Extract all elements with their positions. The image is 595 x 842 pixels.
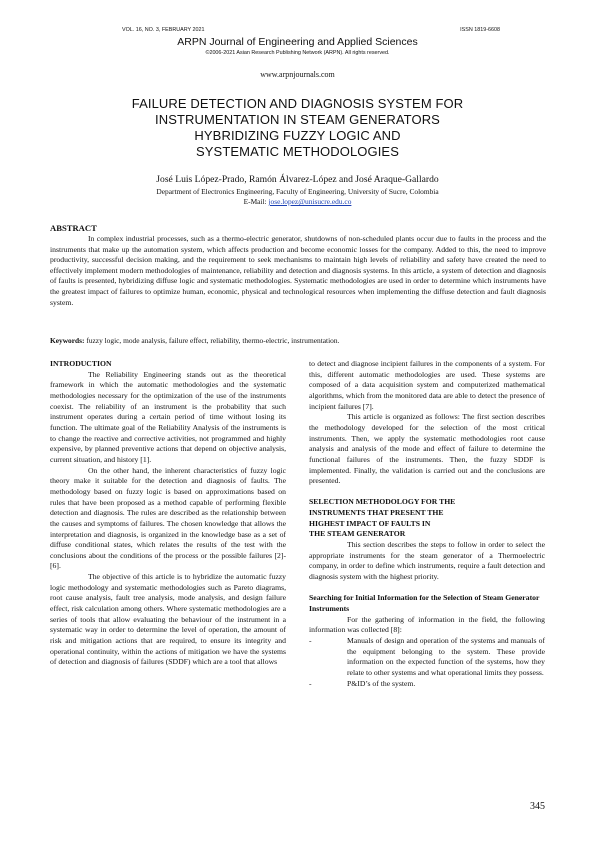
journal-name: ARPN Journal of Engineering and Applied Sciences <box>177 36 418 48</box>
abstract-heading: ABSTRACT <box>50 223 97 233</box>
journal-website: www.arpnjournals.com <box>260 70 335 79</box>
email-label: E-Mail: <box>243 197 267 206</box>
list-item-text: P&ID’s of the system. <box>347 678 416 688</box>
keywords-text: fuzzy logic, mode analysis, failure effect, reliability, thermo-electric, instrumentation. <box>86 336 340 345</box>
intro-paragraph-2: On the other hand, the inherent characteristics of fuzzy logic theory make it suitable for the detection and diagnosis of faults. The methodology based on fuzzy logic is based on approximations based on rules that have been proposed as a method capable of performing flexible detection and diagnosis. The rules are described as the relationship between the causes and symptoms of failures. The chosen knowledge that allows the interpretation and diagnosis, is organized in the knowledge base as a set of diffuse conditional states, which relates the results of the test with the conclusions about the conditions of the process or the possible failures [2]-[6]. <box>50 465 286 571</box>
abstract-text: In complex industrial processes, such as a thermo-electric generator, shutdowns of non-scheduled plants occur due to faults in the process and the instruments that make up the automation system, which affects production and become economic losses for the company. Added to this, the need to improve productivity, successful decision making, and the requirement to seek mechanisms to maintain high levels of reliability and safety have created the need to effectively implement modern methodologies of maintenance, reliability and detection and diagnosis systems. In this article, a system of detection and diagnosis of faults is presented, hybridizing diffuse logic and systematic methodologies. Systematic methodologies are used in order to determine which instruments have the greatest impact of failures to optimize human, economic, physical and technological resources when implementing the diffuse detection and fault diagnosis system. <box>50 234 546 307</box>
left-column <box>50 359 286 668</box>
keywords <box>50 336 546 345</box>
selection-paragraph: This section describes the steps to follow in order to select the appropriate instruments for the steam generator of a Thermoelectric company, in order to define which instruments, require a fault detection and diagnosis system with the highest priority. <box>309 540 545 582</box>
searching-heading: Searching for Initial Information for the Selection of Steam Generator Instruments <box>309 593 540 613</box>
intro-paragraph-4: This article is organized as follows: The first section describes the methodology developed for the selection of the most critical instruments. Then, we apply the systematic methodologies root cause analysis and analysis of the mode and effect of failure to determine the functional failures of the instruments. Then, the fuzzy SDDF is implemented. Finally, the validation is carried out and the conclusions are presented. <box>309 412 545 486</box>
list-item <box>309 679 545 690</box>
email-link[interactable]: jose.lopez@unisucre.edu.co <box>268 197 352 206</box>
introduction-heading: INTRODUCTION <box>50 359 112 368</box>
intro-paragraph-1: The Reliability Engineering stands out as the theoretical framework in which the automatic methodologies and the systematic methodologies necessary for the optimization of the use of the instruments coexist. The reliability of an instrument is the probability that such instrument operates during a certain period of time without losing its function. The ultimate goal of the Reliability Analysis of the instruments is to change the reactive and corrective activities, not programmed and highly expensive, by planned preventive actions that depend on objective analysis, current situation, and history [1]. <box>50 369 286 464</box>
selection-heading: SELECTION METHODOLOGY FOR THE INSTRUMENTS THAT PRESENT THE HIGHEST IMPACT OF FAULTS IN THE STEAM GENERATOR <box>309 497 456 539</box>
list-item <box>309 636 545 679</box>
title-line: SYSTEMATIC METHODOLOGIES <box>196 144 399 159</box>
authors: José Luis López-Prado, Ramón Álvarez-López and José Araque-Gallardo <box>156 174 439 185</box>
title-line: INSTRUMENTATION IN STEAM GENERATORS <box>155 112 440 127</box>
list-dash: - <box>309 678 312 688</box>
volume-info: VOL. 16, NO. 3, FEBRUARY 2021 <box>122 27 205 33</box>
page-number: 345 <box>530 801 545 812</box>
title-line: FAILURE DETECTION AND DIAGNOSIS SYSTEM FOR <box>131 96 464 111</box>
intro-paragraph-3-continued: to detect and diagnose incipient failures in the components of a system. For this, different automatic methodologies are used. These systems are composed of a data acquisition system and computerized mathematical algorithms, which from the monitored data are able to detect the presence of incipient failures [7]. <box>309 359 545 411</box>
email-line <box>0 197 595 206</box>
searching-paragraph: For the gathering of information in the field, the following information was collected [8]: <box>309 614 545 635</box>
affiliation: Department of Electronics Engineering, Faculty of Engineering, University of Sucre, Colombia <box>156 187 439 196</box>
list-dash: - <box>309 635 312 645</box>
copyright-notice: ©2006-2021 Asian Research Publishing Network (ARPN). All rights reserved. <box>205 50 390 56</box>
title-line: HYBRIDIZING FUZZY LOGIC AND <box>194 128 401 143</box>
right-column <box>309 359 545 689</box>
keywords-label: Keywords: <box>50 336 85 345</box>
list-item-text: Manuals of design and operation of the systems and manuals of the equipment belonging to the system. These provide information on the expected function of the systems, how they relate to other systems and what operational limits they possess. <box>347 635 545 677</box>
paper-title <box>80 96 515 160</box>
issn: ISSN 1819-6608 <box>460 27 500 33</box>
intro-paragraph-3: The objective of this article is to hybridize the automatic fuzzy logic methodology and systematic methodologies such as Pareto diagrams, root cause analysis, fault tree analysis, mode analysis, and design failure effect, risk calculation among others. Where systematic methodologies are a series of tools that allow evaluating the behaviour of the instrument in a systematic way in order to determine the level of operation, the amount of risk and mitigation actions that are required, to ensure its integrity and operational continuity, within the actions of mitigation we have the systems of detection and diagnosis of failures (SDDF) which are a tool that allows <box>50 572 286 667</box>
